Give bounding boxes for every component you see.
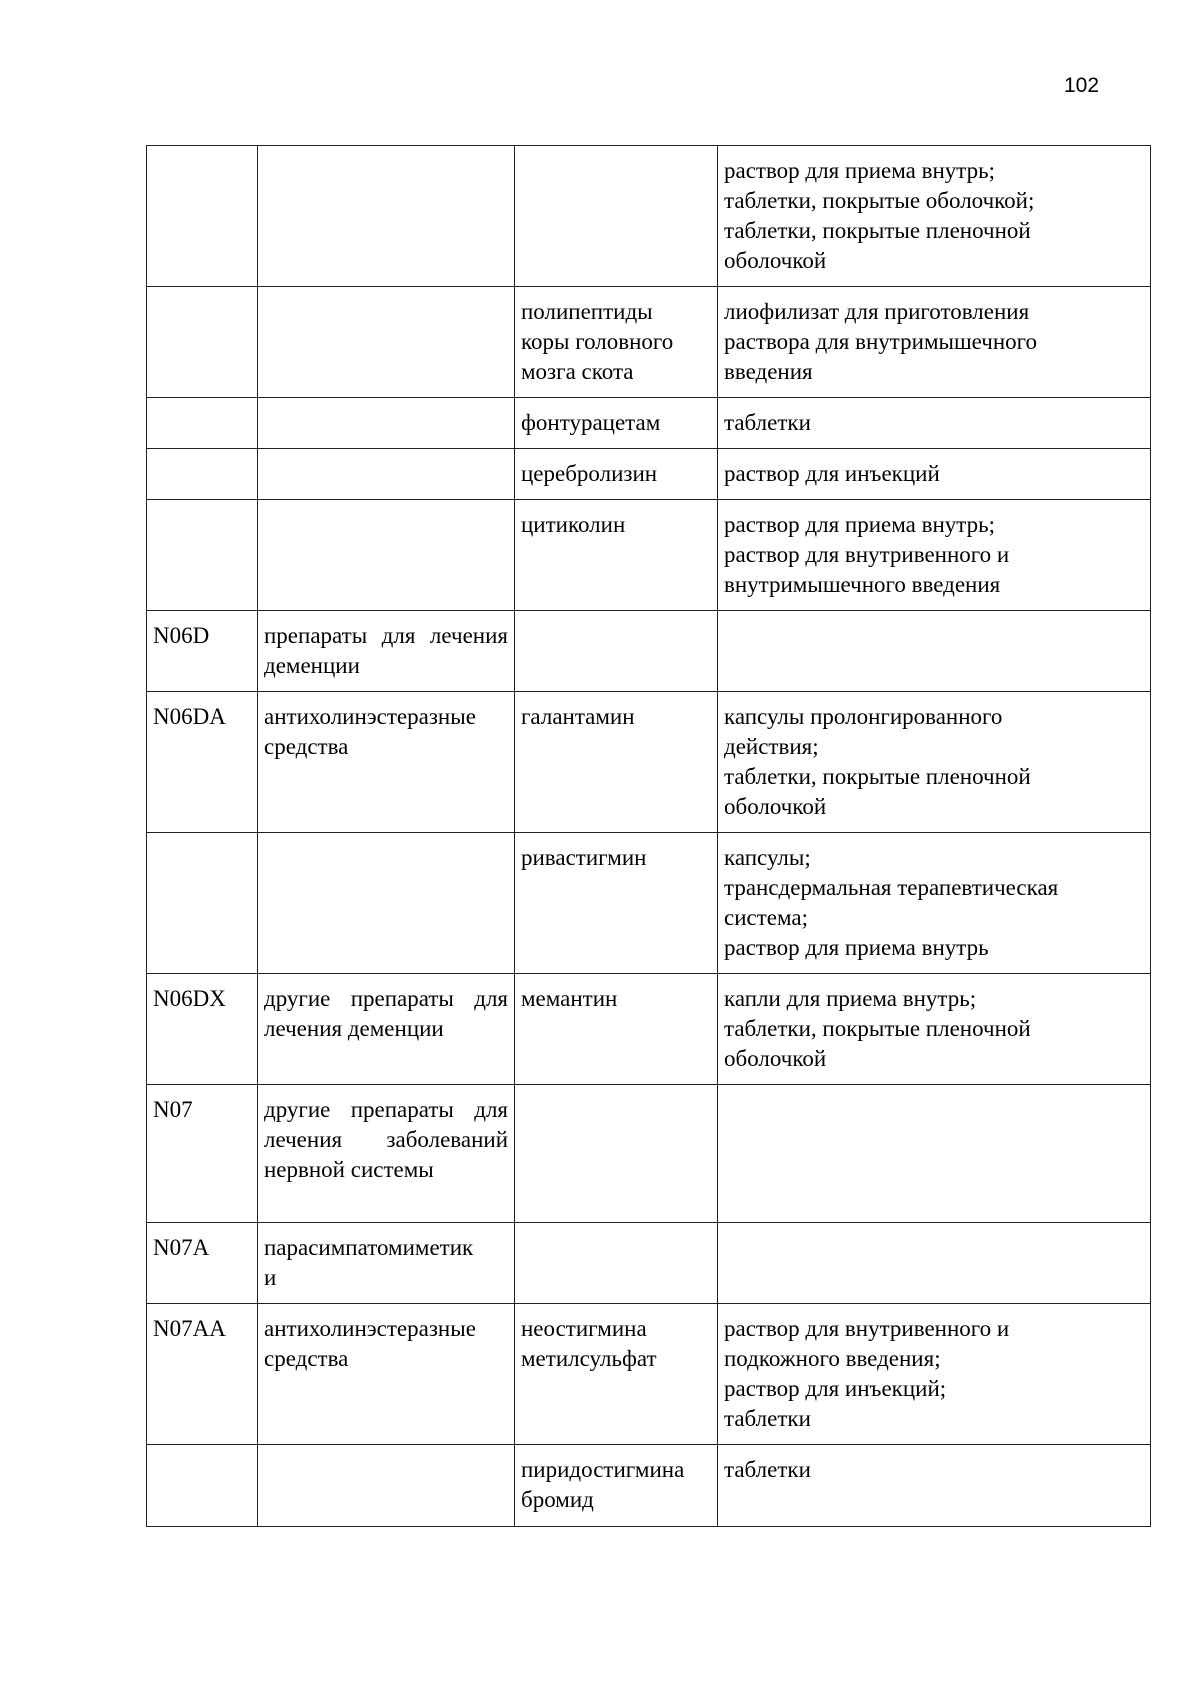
drug-name-cell-text: полипептиды коры головного мозга скота: [521, 299, 674, 384]
dosage-forms-cell: [718, 1445, 1151, 1527]
pharmacological-group-cell: [258, 611, 515, 692]
atc-code-cell: [147, 833, 258, 974]
drug-name-cell-text: фонтурацетам: [521, 410, 661, 435]
atc-code-cell-text: N06DA: [153, 704, 226, 729]
pharmacological-group-cell: [258, 398, 515, 449]
drug-name-cell-text: мемантин: [521, 986, 618, 1011]
dosage-forms-cell-text: лиофилизат для приготовления раствора для внутримышечного введения: [724, 299, 1038, 384]
dosage-forms-cell: [718, 1223, 1151, 1304]
table-row: [147, 611, 1151, 692]
atc-code-cell: [147, 974, 258, 1085]
drug-name-cell: [515, 1304, 718, 1445]
pharmacological-group-cell: [258, 692, 515, 833]
pharmacological-group-cell: [258, 146, 515, 287]
dosage-forms-cell: [718, 398, 1151, 449]
dosage-forms-cell: [718, 974, 1151, 1085]
drug-name-cell-text: цитиколин: [521, 512, 626, 537]
table-row: [147, 449, 1151, 500]
dosage-forms-cell-text: капсулы; трансдермальная терапевтическая система; раствор для приема внутрь: [724, 845, 1059, 960]
drug-name-cell: [515, 146, 718, 287]
table-row: [147, 500, 1151, 611]
drug-name-cell-text: церебролизин: [521, 461, 658, 486]
dosage-forms-cell: [718, 287, 1151, 398]
drug-name-cell-text: галантамин: [521, 704, 635, 729]
atc-code-cell: [147, 287, 258, 398]
pharmacological-group-cell: [258, 1304, 515, 1445]
dosage-forms-cell: [718, 692, 1151, 833]
table-row: [147, 398, 1151, 449]
pharmacological-group-cell: [258, 449, 515, 500]
pharmacological-group-cell: [258, 500, 515, 611]
drug-name-cell: [515, 287, 718, 398]
drug-name-cell: [515, 833, 718, 974]
drug-name-cell: [515, 1085, 718, 1223]
table-row: [147, 1445, 1151, 1527]
table-row: [147, 1304, 1151, 1445]
drug-table: [146, 145, 1151, 1527]
dosage-forms-cell-text: раствор для инъекций: [724, 461, 940, 486]
drug-name-cell: [515, 500, 718, 611]
dosage-forms-cell: [718, 146, 1151, 287]
dosage-forms-cell-text: капли для приема внутрь; таблетки, покрытые пленочной оболочкой: [724, 986, 1031, 1071]
pharmacological-group-cell-text: антихолинэстеразные средства: [264, 1316, 476, 1371]
dosage-forms-cell-text: раствор для внутривенного и подкожного введения; раствор для инъекций; таблетки: [724, 1316, 1010, 1431]
pharmacological-group-cell-text: парасимпатомиметик и: [264, 1235, 474, 1290]
dosage-forms-cell: [718, 1304, 1151, 1445]
pharmacological-group-cell: [258, 974, 515, 1085]
dosage-forms-cell-text: раствор для приема внутрь; раствор для внутривенного и внутримышечного введения: [724, 512, 1010, 597]
drug-name-cell: [515, 1445, 718, 1527]
atc-code-cell: [147, 692, 258, 833]
atc-code-cell: [147, 1304, 258, 1445]
atc-code-cell-text: N06DX: [153, 986, 226, 1011]
drug-name-cell-text: ривастигмин: [521, 845, 647, 870]
pharmacological-group-cell: [258, 1085, 515, 1223]
dosage-forms-cell: [718, 449, 1151, 500]
pharmacological-group-cell-text: другие препараты для лечения заболеваний нервной системы: [264, 1097, 508, 1182]
pharmacological-group-cell: [258, 1445, 515, 1527]
pharmacological-group-cell-text: препараты для лечения деменции: [264, 623, 508, 678]
atc-code-cell: [147, 1445, 258, 1527]
table-row: [147, 1223, 1151, 1304]
table-body: [147, 146, 1151, 1527]
pharmacological-group-cell-text: антихолинэстеразные средства: [264, 704, 476, 759]
table-row: [147, 692, 1151, 833]
drug-name-cell: [515, 398, 718, 449]
pharmacological-group-cell-text: другие препараты для лечения деменции: [264, 986, 508, 1041]
dosage-forms-cell-text: таблетки: [724, 1457, 811, 1482]
atc-code-cell-text: N07: [153, 1097, 193, 1122]
table-row: [147, 833, 1151, 974]
atc-code-cell-text: N06D: [153, 623, 210, 648]
page-number: 102: [1064, 74, 1100, 97]
drug-name-cell: [515, 1223, 718, 1304]
atc-code-cell: [147, 146, 258, 287]
pharmacological-group-cell: [258, 833, 515, 974]
pharmacological-group-cell: [258, 287, 515, 398]
table-row: [147, 146, 1151, 287]
dosage-forms-cell: [718, 833, 1151, 974]
dosage-forms-cell-text: раствор для приема внутрь; таблетки, покрытые оболочкой; таблетки, покрытые пленочной оболочкой: [724, 158, 1035, 273]
atc-code-cell: [147, 1223, 258, 1304]
drug-name-cell: [515, 449, 718, 500]
table-row: [147, 287, 1151, 398]
atc-code-cell-text: N07A: [153, 1235, 210, 1260]
dosage-forms-cell-text: таблетки: [724, 410, 811, 435]
pharmacological-group-cell: [258, 1223, 515, 1304]
dosage-forms-cell: [718, 500, 1151, 611]
table-row: [147, 1085, 1151, 1223]
drug-name-cell-text: пиридостигмина бромид: [521, 1457, 685, 1512]
atc-code-cell: [147, 449, 258, 500]
dosage-forms-cell: [718, 611, 1151, 692]
dosage-forms-cell-text: капсулы пролонгированного действия; таблетки, покрытые пленочной оболочкой: [724, 704, 1031, 819]
table-row: [147, 974, 1151, 1085]
atc-code-cell-text: N07AA: [153, 1316, 226, 1341]
drug-name-cell: [515, 611, 718, 692]
atc-code-cell: [147, 398, 258, 449]
atc-code-cell: [147, 500, 258, 611]
drug-name-cell: [515, 692, 718, 833]
atc-code-cell: [147, 1085, 258, 1223]
drug-name-cell: [515, 974, 718, 1085]
drug-name-cell-text: неостигмина метилсульфат: [521, 1316, 657, 1371]
dosage-forms-cell: [718, 1085, 1151, 1223]
atc-code-cell: [147, 611, 258, 692]
